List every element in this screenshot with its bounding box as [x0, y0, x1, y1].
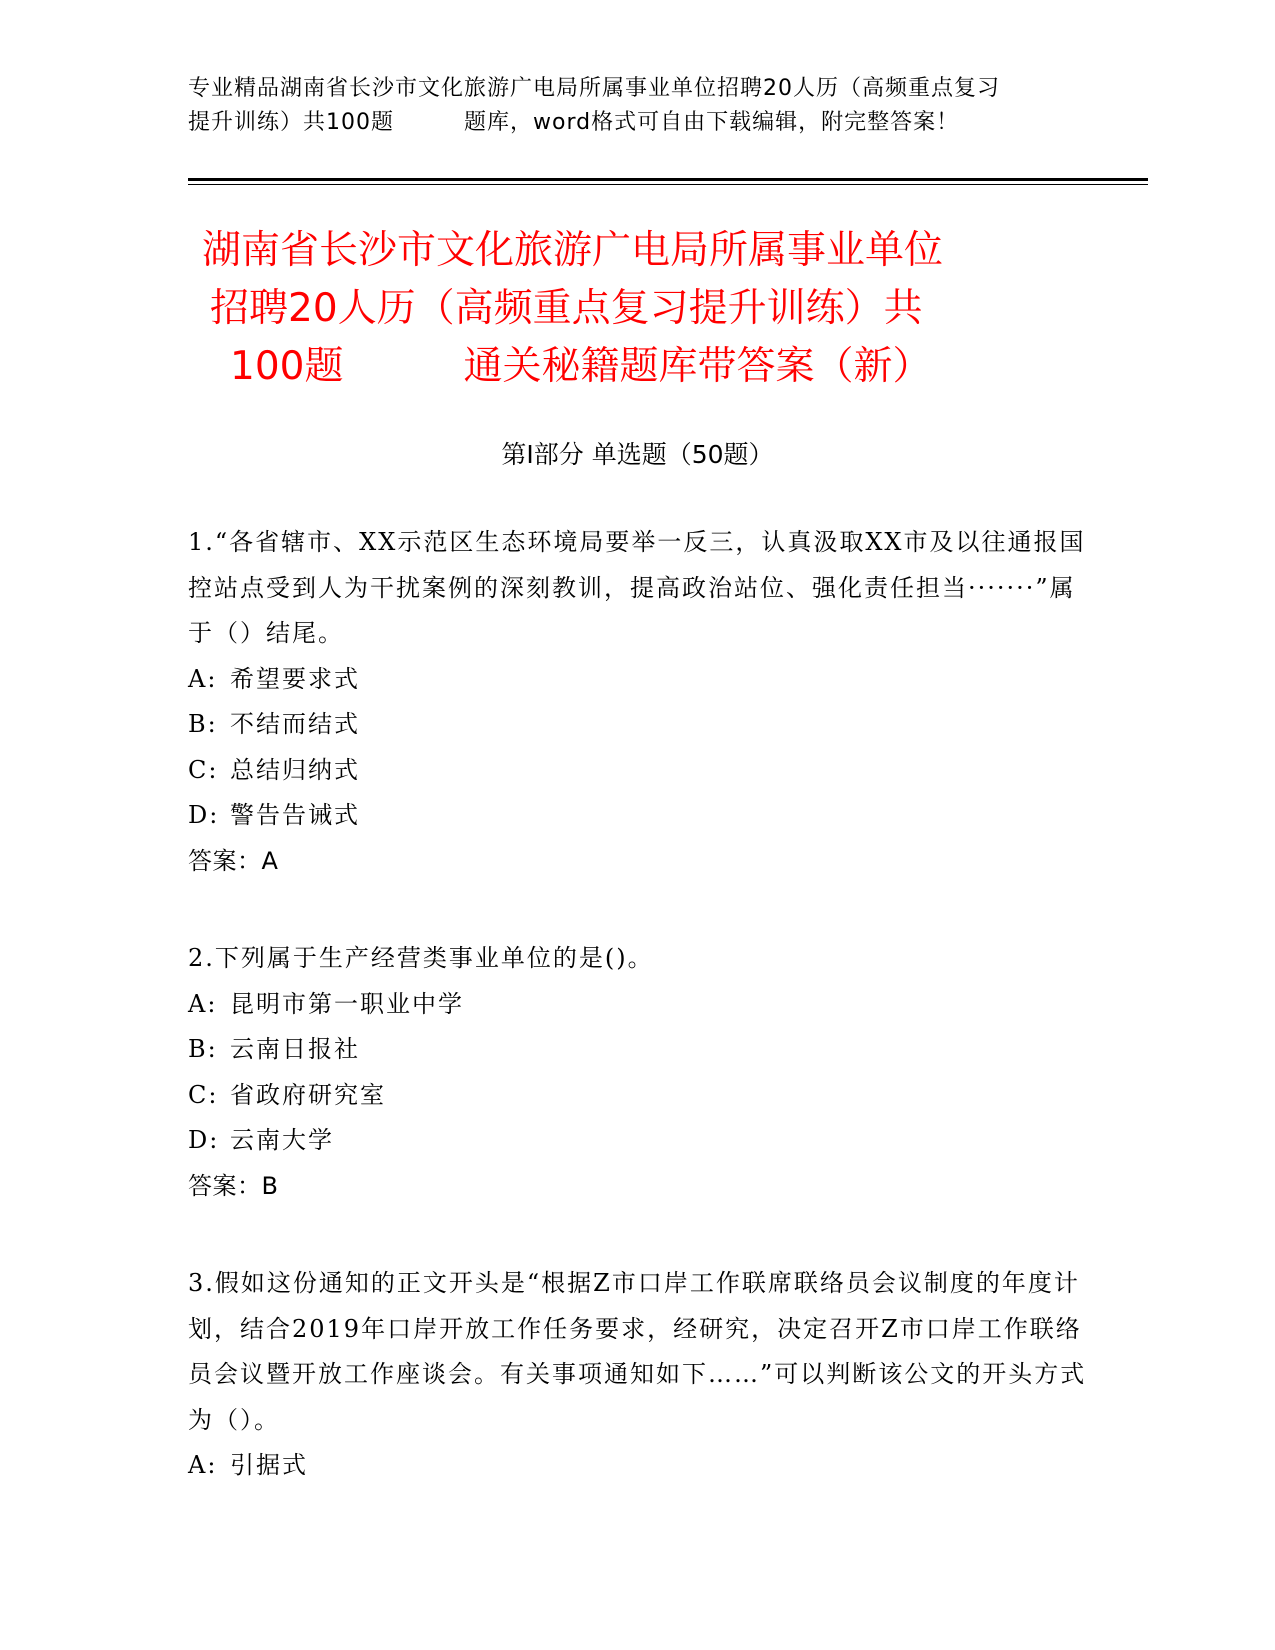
option-key: D:	[188, 1126, 220, 1154]
header-divider-thin	[188, 184, 1148, 185]
option-text: 云南日报社	[230, 1035, 360, 1063]
option-a	[188, 657, 1088, 703]
document-title	[190, 222, 1090, 396]
option-text: 总结归纳式	[230, 755, 360, 784]
header-note-line2-part2: 题库，word格式可自由下载编辑，附完整答案！	[464, 110, 960, 135]
option-b	[188, 1027, 1088, 1073]
section-title: 第Ⅰ部分 单选题（50题）	[501, 440, 774, 469]
answer: 答案：A	[188, 846, 279, 875]
option-key: C:	[188, 755, 219, 784]
option-key: A:	[188, 1451, 218, 1479]
option-c	[188, 748, 1088, 794]
title-line-3-part2: 通关秘籍题库带答案（新）	[463, 344, 932, 389]
question-spacer	[188, 1209, 1088, 1261]
header-divider-thick	[188, 178, 1148, 181]
option-text: 引据式	[230, 1451, 308, 1479]
question-list	[188, 520, 1088, 1489]
question-stem: 1.“各省辖市、XX示范区生态环境局要举一反三，认真汲取XX市及以往通报国控站点受到人为干扰案例的深刻教训，提高政治站位、强化责任担当·······”属于（）结尾。	[188, 528, 1086, 647]
option-key: A:	[188, 989, 218, 1018]
header-note-line2	[188, 106, 1088, 140]
question-stem: 2.下列属于生产经营类事业单位的是()。	[188, 944, 654, 972]
option-text: 希望要求式	[230, 664, 360, 693]
header-note-line2-part1: 提升训练）共100题	[188, 110, 394, 135]
option-c	[188, 1073, 1088, 1119]
question-3	[188, 1261, 1088, 1489]
option-key: B:	[188, 1035, 218, 1063]
option-key: C:	[188, 1080, 219, 1109]
option-a	[188, 1443, 1088, 1489]
option-a	[188, 982, 1088, 1028]
option-d	[188, 1118, 1088, 1164]
question-2	[188, 936, 1088, 1209]
title-line-3-part1: 100题	[230, 344, 344, 389]
answer: 答案：B	[188, 1171, 279, 1200]
header-note	[188, 72, 1088, 140]
option-d	[188, 793, 1088, 839]
title-line-1: 湖南省长沙市文化旅游广电局所属事业单位	[202, 228, 944, 273]
option-key: A:	[188, 664, 218, 693]
option-text: 不结而结式	[230, 710, 360, 738]
question-spacer	[188, 884, 1088, 936]
question-stem: 3.假如这份通知的正文开头是“根据Z市口岸工作联席联络员会议制度的年度计划，结合2019年口岸开放工作任务要求，经研究，决定召开Z市口岸工作联络员会议暨开放工作座谈会。有关事项通知如下……”可以判断该公文的开头方式为（）。	[188, 1269, 1087, 1434]
option-key: B:	[188, 710, 218, 738]
option-b	[188, 702, 1088, 748]
option-text: 云南大学	[230, 1126, 334, 1154]
title-line-2: 招聘20人历（高频重点复习提升训练）共	[210, 286, 923, 331]
title-line-3	[190, 338, 1090, 396]
option-text: 警告告诫式	[230, 801, 360, 829]
header-note-line1: 专业精品湖南省长沙市文化旅游广电局所属事业单位招聘20人历（高频重点复习	[188, 76, 1000, 101]
option-key: D:	[188, 801, 220, 829]
option-text: 省政府研究室	[230, 1080, 386, 1109]
option-text: 昆明市第一职业中学	[230, 989, 464, 1018]
question-1	[188, 520, 1088, 884]
